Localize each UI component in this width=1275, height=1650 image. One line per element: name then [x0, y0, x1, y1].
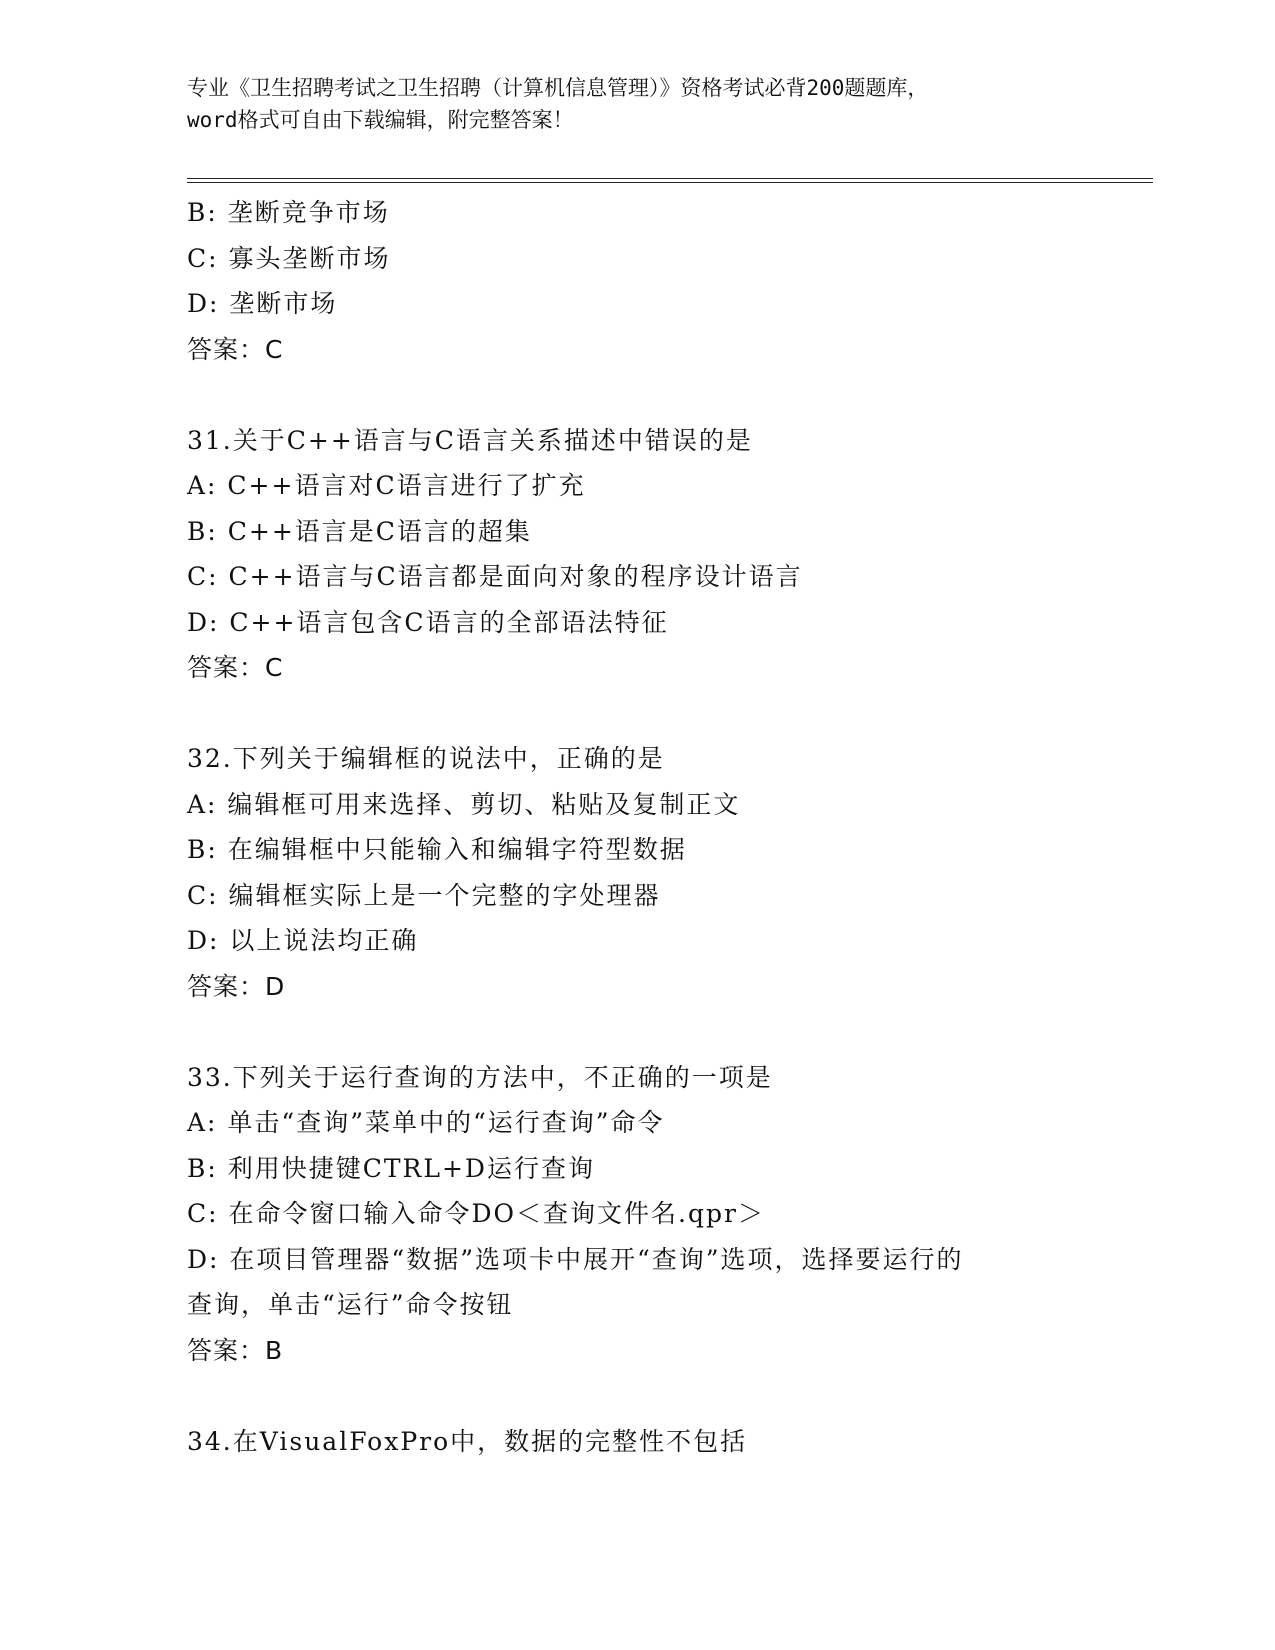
- q33-option-c: C: 在命令窗口输入命令DO＜查询文件名.qpr＞: [187, 1199, 765, 1228]
- document-header: [187, 72, 1067, 136]
- spacer: [187, 1373, 1087, 1419]
- header-divider: [187, 178, 1153, 183]
- q31-option-c: C: C++语言与C语言都是面向对象的程序设计语言: [187, 562, 803, 591]
- q31-option-b: B: C++语言是C语言的超集: [187, 516, 532, 546]
- question-list: [187, 190, 1087, 1464]
- q30-option-c: C: 寡头垄断市场: [187, 243, 391, 273]
- q31-answer: 答案：C: [187, 653, 284, 682]
- q32-answer: 答案：D: [187, 971, 286, 1001]
- q30-answer: 答案：C: [187, 334, 284, 364]
- q33-answer: 答案：B: [187, 1335, 284, 1365]
- question-31-block: [187, 418, 1087, 691]
- spacer: [187, 691, 1087, 737]
- q32-question: 32.下列关于编辑框的说法中，正确的是: [187, 744, 665, 773]
- q33-option-a: A: 单击“查询”菜单中的“运行查询”命令: [187, 1108, 665, 1137]
- q32-option-c: C: 编辑框实际上是一个完整的字处理器: [187, 880, 661, 910]
- q30-option-d: D: 垄断市场: [187, 289, 338, 318]
- q31-question: 31.关于C++语言与C语言关系描述中错误的是: [187, 425, 753, 455]
- question-30-block: [187, 190, 1087, 372]
- question-34-block: [187, 1419, 1087, 1465]
- q30-option-b: B: 垄断竞争市场: [187, 198, 390, 227]
- question-32-block: [187, 736, 1087, 1009]
- q33-question: 33.下列关于运行查询的方法中，不正确的一项是: [187, 1062, 773, 1092]
- spacer: [187, 1009, 1087, 1055]
- question-33-block: [187, 1055, 1087, 1374]
- q32-option-b: B: 在编辑框中只能输入和编辑字符型数据: [187, 835, 687, 864]
- q32-option-a: A: 编辑框可用来选择、剪切、粘贴及复制正文: [187, 789, 741, 819]
- header-title-line-2: word格式可自由下载编辑，附完整答案！: [187, 108, 574, 132]
- q33-option-d-line-2: 查询，单击“运行”命令按钮: [187, 1290, 514, 1319]
- q32-option-d: D: 以上说法均正确: [187, 926, 419, 955]
- header-title-line-1: 专业《卫生招聘考试之卫生招聘（计算机信息管理）》资格考试必背200题题库，: [187, 76, 929, 100]
- q33-option-d-line-1: D: 在项目管理器“数据”选项卡中展开“查询”选项，选择要运行的: [187, 1244, 964, 1274]
- q31-option-d: D: C++语言包含C语言的全部语法特征: [187, 607, 669, 637]
- q33-option-b: B: 利用快捷键CTRL+D运行查询: [187, 1153, 595, 1183]
- q34-question: 34.在VisualFoxPro中，数据的完整性不包括: [187, 1426, 748, 1456]
- spacer: [187, 372, 1087, 418]
- q31-option-a: A: C++语言对C语言进行了扩充: [187, 471, 586, 500]
